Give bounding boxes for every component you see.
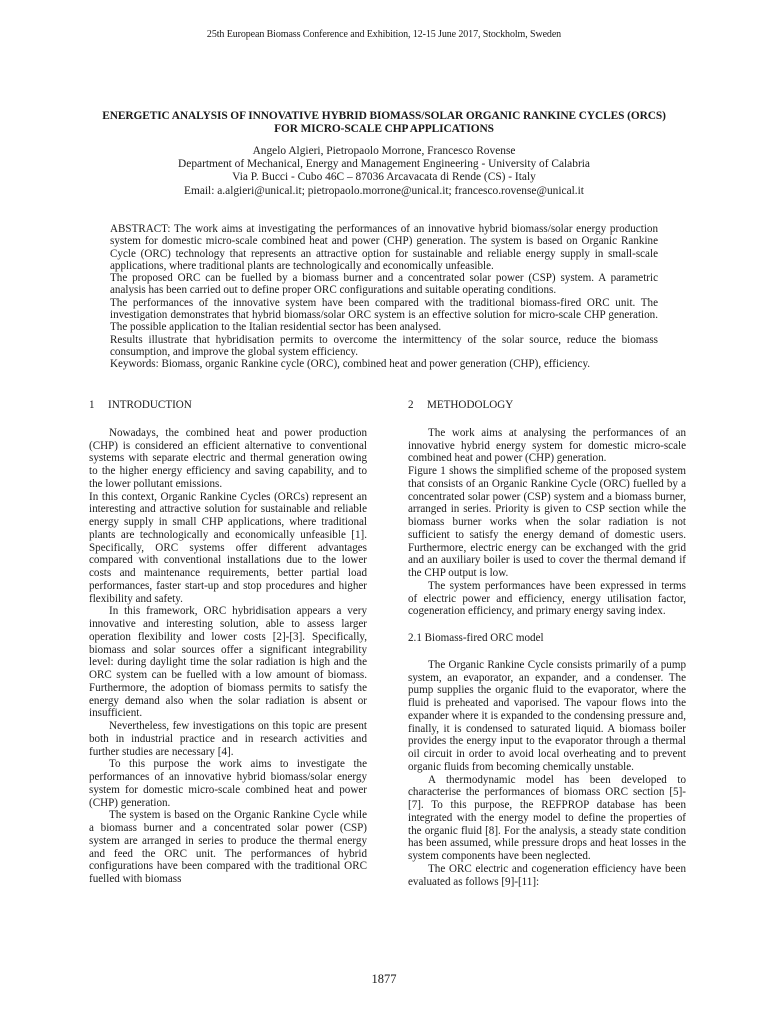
body-paragraph: The Organic Rankine Cycle consists primarily of a pump system, an evaporator, an expander, and a condenser. The pump supplies the organic fluid to the evaporator, where the fluid is preheated and vaporised. The vapour flows into the expander where it is expanded to the condensing pressure and, finally, it is condensed to saturated liquid. A biomass boiler provides the energy input to the evaporator through a thermal oil circuit in order to avoid local overheating and to prevent organic fluids from becoming chemically unstable. xyxy=(408,658,686,773)
body-paragraph: Nevertheless, few investigations on this topic are present both in industrial practice and in research activities and further studies are necessary [4]. xyxy=(89,720,367,758)
email-line: Email: a.algieri@unical.it; pietropaolo.morrone@unical.it; francesco.rovense@unical.it xyxy=(184,184,584,197)
body-paragraph: In this context, Organic Rankine Cycles (ORCs) represent an interesting and attractive solution for sustainable and reliable energy supply in small CHP applications, where traditional plants are technologically and economically unfeasible [1]. Specifically, ORC systems offer different advantages compared with conventional installations due to the lower costs and maintenance requirements, better partial load performances, faster start-up and stop procedures and higher flexibility and safety. xyxy=(89,490,367,605)
body-paragraph: The ORC electric and cogeneration efficiency have been evaluated as follows [9]-[11]: xyxy=(408,862,686,888)
section-heading-methodology xyxy=(408,399,686,412)
author-names: Angelo Algieri, Pietropaolo Morrone, Francesco Rovense xyxy=(252,145,516,157)
page-number: 1877 xyxy=(371,972,397,986)
body-paragraph: A thermodynamic model has been developed to characterise the performances of biomass ORC section [5]-[7]. To this purpose, the REFPROP database has been integrated with the energy model to define the properties of the organic fluid [8]. For the analysis, a steady state condition has been assumed, while pressure drops and heat losses in the system components have been neglected. xyxy=(408,773,686,862)
body-paragraph: Figure 1 shows the simplified scheme of the proposed system that consists of an Organic Rankine Cycle (ORC) fuelled by a concentrated solar power (CSP) system and a biomass burner, arranged in series. Priority is given to CSP section while the biomass burner works when the solar radiation is not sufficient to satisfy the energy demand of domestic users. Furthermore, electric energy can be exchanged with the grid and an auxiliary boiler is used to cover the thermal demand if the CHP output is low. xyxy=(408,465,686,579)
section-title: METHODOLOGY xyxy=(427,399,514,411)
paper-title: ENERGETIC ANALYSIS OF INNOVATIVE HYBRID BIOMASS/SOLAR ORGANIC RANKINE CYCLES (ORCS) FOR MICRO-SCALE CHP APPLICATIONS xyxy=(102,110,666,135)
right-column xyxy=(408,399,686,888)
running-header: 25th European Biomass Conference and Exhibition, 12-15 June 2017, Stockholm, Sweden xyxy=(206,29,562,40)
body-paragraph: The system performances have been expressed in terms of electric power and efficiency, energy utilisation factor, cogeneration efficiency, and primary energy saving index. xyxy=(408,579,686,618)
subsection-heading: 2.1 Biomass-fired ORC model xyxy=(408,632,544,644)
keywords: Keywords: Biomass, organic Rankine cycle (ORC), combined heat and power generation (CHP), efficiency. xyxy=(110,358,591,371)
left-column xyxy=(89,399,367,886)
body-paragraph: Nowadays, the combined heat and power production (CHP) is considered an efficient alternative to conventional systems with separate electric and thermal generation owing to the higher energy efficiency and saving capability, and to the lower pollutant emissions. xyxy=(89,426,367,490)
section-number: 1 xyxy=(89,399,95,411)
address: Via P. Bucci - Cubo 46C – 87036 Arcavacata di Rende (CS) - Italy xyxy=(232,171,536,184)
body-paragraph: The system is based on the Organic Rankine Cycle while a biomass burner and a concentrated solar power (CSP) system are arranged in series to produce the thermal energy and feed the ORC unit. The performances of hybrid configurations have been compared with the traditional ORC fuelled with biomass xyxy=(89,809,367,885)
body-paragraph: In this framework, ORC hybridisation appears a very innovative and interesting solution, able to assess larger operation flexibility and lower costs [2]-[3]. Specifically, biomass and solar sources offer a significant integrability level: during daylight time the solar radiation is high and the ORC system can be fuelled with a low amount of biomass. Furthermore, the adoption of biomass permits to satisfy the energy demand also when the solar radiation is absent or insufficient. xyxy=(89,605,367,720)
section-title: INTRODUCTION xyxy=(108,399,192,411)
abstract-paragraph: ABSTRACT: The work aims at investigating the performances of an innovative hybrid biomass/solar energy production system for domestic micro-scale combined heat and power (CHP) generation. The system is based on Organic Rankine Cycle (ORC) technology that represents an attractive option for sustainable and reliable energy supply in small-scale applications, where traditional plants are technologically and economically unfeasible. xyxy=(110,223,658,272)
author-block xyxy=(100,145,668,198)
abstract xyxy=(110,223,658,371)
affiliation: Department of Mechanical, Energy and Management Engineering - University of Calabria xyxy=(178,158,590,171)
body-paragraph: The work aims at analysing the performances of an innovative hybrid energy system for domestic micro-scale combined heat and power (CHP) generation. xyxy=(408,426,686,465)
abstract-paragraph: The performances of the innovative system have been compared with the traditional biomass-fired ORC unit. The investigation demonstrates that hybrid biomass/solar ORC system is an effective solution for micro-scale CHP generation. The possible application to the Italian residential sector has been analysed. xyxy=(110,296,658,334)
abstract-paragraph: Results illustrate that hybridisation permits to overcome the intermittency of the solar source, reduce the biomass consumption, and improve the global system efficiency. xyxy=(110,333,658,358)
section-number: 2 xyxy=(408,399,414,411)
abstract-paragraph: The proposed ORC can be fuelled by a biomass burner and a concentrated solar power (CSP) system. A parametric analysis has been carried out to define proper ORC configurations and suitable operating conditions. xyxy=(110,272,658,297)
body-paragraph: To this purpose the work aims to investigate the performances of an innovative hybrid biomass/solar energy system for domestic micro-scale combined heat and power (CHP) generation. xyxy=(89,758,367,809)
section-heading-introduction xyxy=(89,399,367,412)
